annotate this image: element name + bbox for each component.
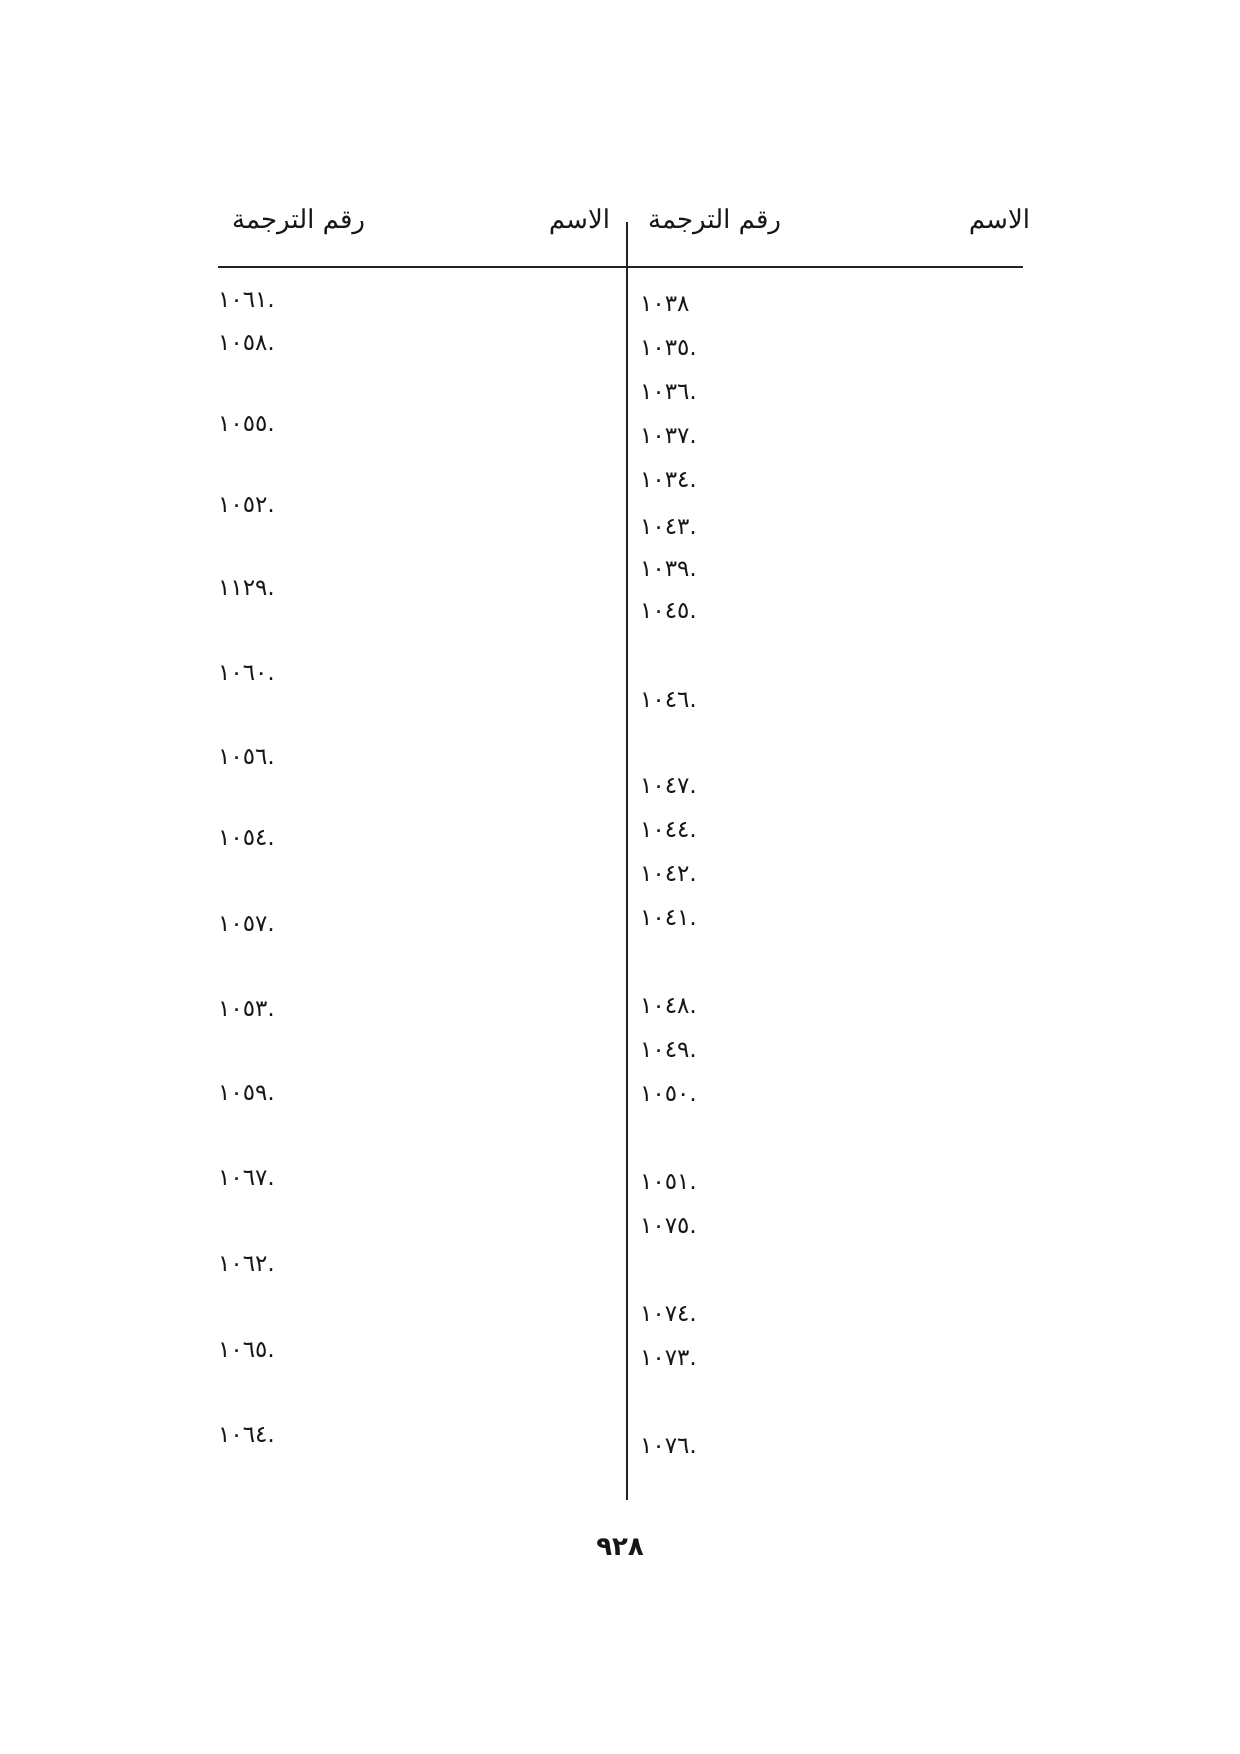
index-entry-number: ١٠٥٤. bbox=[218, 825, 275, 851]
left-name-header: الاسم bbox=[548, 205, 610, 235]
right-name-header: الاسم bbox=[968, 205, 1030, 235]
index-entry-number: ١٠٧٤. bbox=[640, 1301, 697, 1327]
index-entry-number: ١٠٥٧. bbox=[218, 911, 275, 937]
page-number: ٩٢٨ bbox=[596, 1532, 644, 1562]
index-entry-number: ١٠٥٦. bbox=[218, 744, 275, 770]
index-entry-number: ١٠٣٧. bbox=[640, 423, 697, 449]
index-entry-number: ١٠٦١. bbox=[218, 287, 275, 313]
index-entry-number: ١٠٤٣. bbox=[640, 514, 697, 540]
index-entry-number: ١٠٥٩. bbox=[218, 1080, 275, 1106]
index-entry-number: ١٠٦٠. bbox=[218, 660, 275, 686]
index-entry-number: ١٠٦٥. bbox=[218, 1337, 275, 1363]
index-entry-number: ١٠٤٢. bbox=[640, 861, 697, 887]
index-entry-number: ١٠٤٩. bbox=[640, 1037, 697, 1063]
index-entry-number: ١٠٣٩. bbox=[640, 556, 697, 582]
index-entry-number: ١٠٦٢. bbox=[218, 1251, 275, 1277]
index-entry-number: ١٠٧٦. bbox=[640, 1433, 697, 1459]
index-entry-number: ١٠٤٧. bbox=[640, 773, 697, 799]
index-entry-number: ١٠٦٧. bbox=[218, 1165, 275, 1191]
index-entry-number: ١٠٤٦. bbox=[640, 687, 697, 713]
index-entry-number: ١٠٥٢. bbox=[218, 492, 275, 518]
index-entry-number: ١٠٤٨. bbox=[640, 993, 697, 1019]
index-entry-number: ١١٢٩. bbox=[218, 575, 275, 601]
index-entry-number: ١٠٥١. bbox=[640, 1169, 697, 1195]
right-number-header: رقم الترجمة bbox=[648, 205, 781, 235]
index-entry-number: ١٠٥٥. bbox=[218, 411, 275, 437]
column-divider bbox=[626, 222, 628, 1500]
index-entry-number: ١٠٧٥. bbox=[640, 1213, 697, 1239]
index-entry-number: ١٠٣٥. bbox=[640, 335, 697, 361]
index-entry-number: ١٠٤١. bbox=[640, 905, 697, 931]
index-entry-number: ١٠٣٦. bbox=[640, 379, 697, 405]
index-entry-number: ١٠٥٠. bbox=[640, 1081, 697, 1107]
index-entry-number: ١٠٧٣. bbox=[640, 1345, 697, 1371]
index-entry-number: ١٠٤٥. bbox=[640, 598, 697, 624]
index-entry-number: ١٠٣٤. bbox=[640, 467, 697, 493]
index-entry-number: ١٠٤٤. bbox=[640, 817, 697, 843]
index-entry-number: ١٠٥٣. bbox=[218, 996, 275, 1022]
index-entry-number: ١٠٣٨ bbox=[640, 291, 690, 317]
left-number-header: رقم الترجمة bbox=[232, 205, 365, 235]
index-entry-number: ١٠٥٨. bbox=[218, 330, 275, 356]
index-entry-number: ١٠٦٤. bbox=[218, 1422, 275, 1448]
header-rule bbox=[218, 266, 1023, 268]
